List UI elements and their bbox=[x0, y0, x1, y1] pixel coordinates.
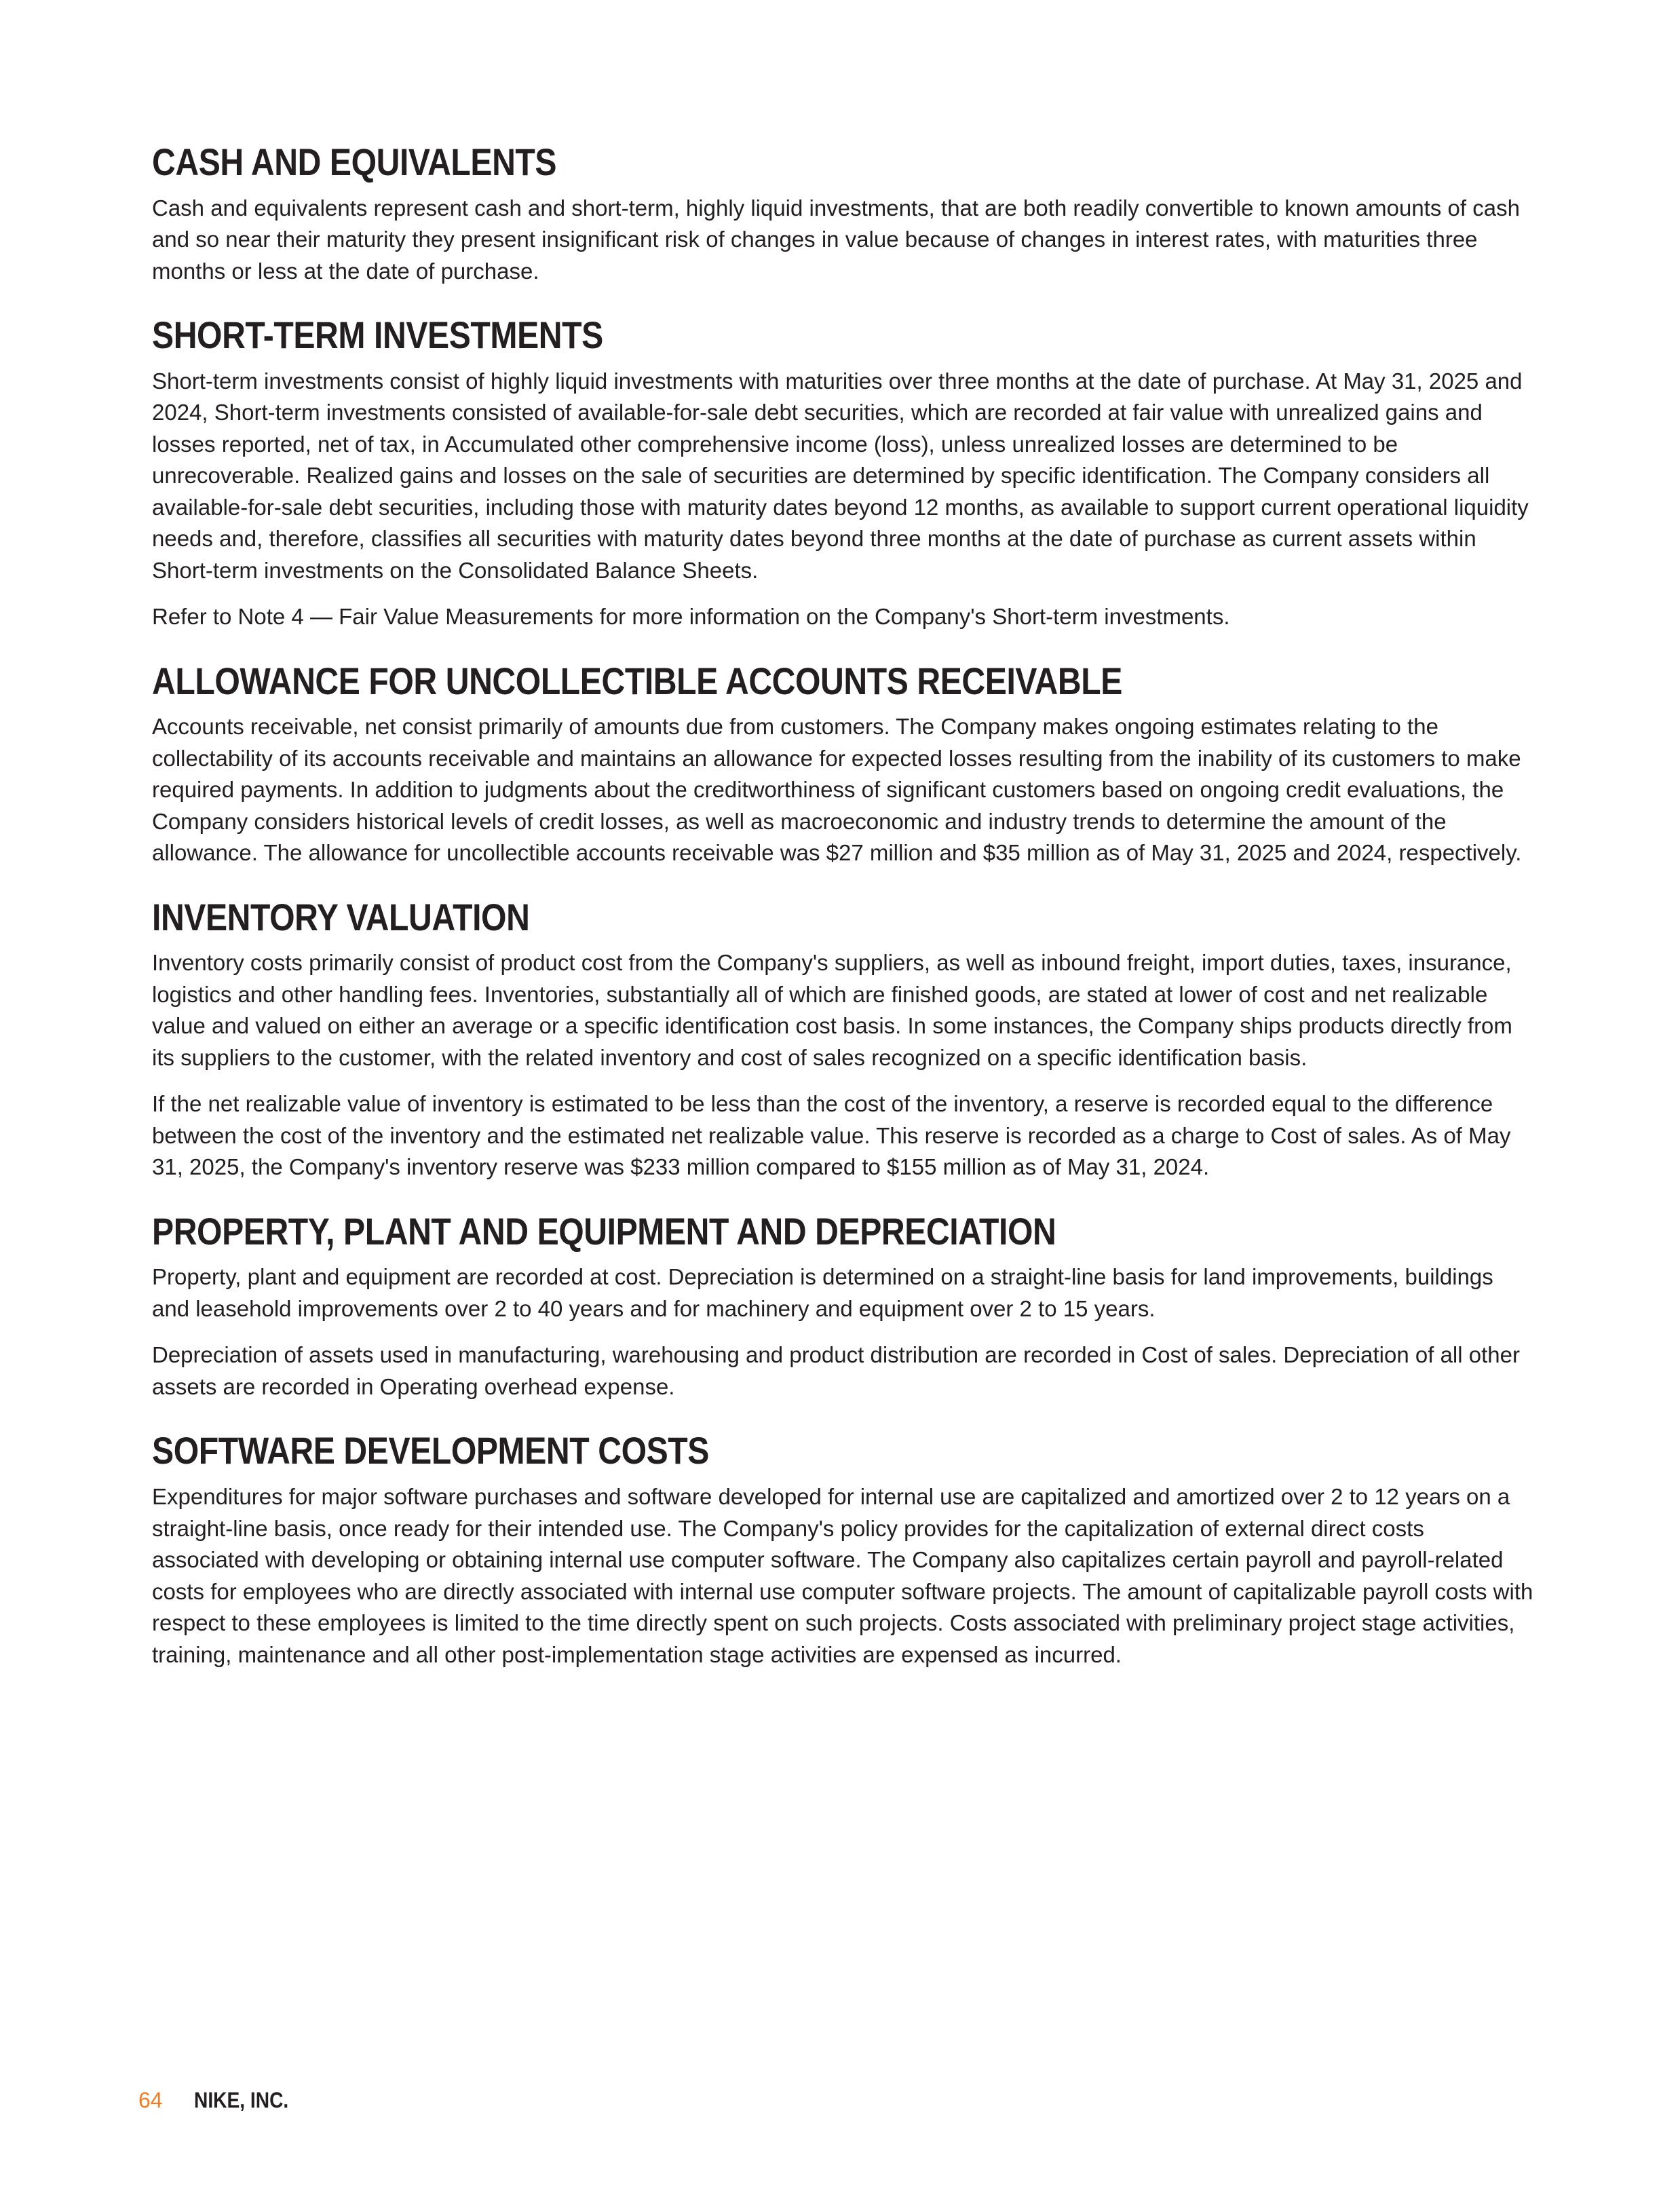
section-software-development-costs bbox=[152, 1430, 1536, 1671]
section-title: SHORT-TERM INVESTMENTS bbox=[152, 313, 603, 357]
document-body bbox=[152, 141, 1536, 1698]
section-title: INVENTORY VALUATION bbox=[152, 895, 530, 938]
section-short-term-investments bbox=[152, 314, 1536, 633]
paragraph: Expenditures for major software purchases and software developed for internal use are capitalized and amortized over 2 to 12 years on a straight-line basis, once ready for their intended use. The Company's policy provides for the capitalization of external direct costs associated with developing or obtaining internal use computer software. The Company also capitalizes certain payroll and payroll-related costs for employees who are directly associated with internal use computer software projects. The amount of capitalizable payroll costs with respect to these employees is limited to the time directly spent on such projects. Costs associated with preliminary project stage activities, training, maintenance and all other post-implementation stage activities are expensed as incurred. bbox=[152, 1484, 1533, 1667]
paragraph: Depreciation of assets used in manufacturing, warehousing and product distribution are recorded in Cost of sales. Depreciation of all other assets are recorded in Operating overhead expense. bbox=[152, 1342, 1520, 1399]
section-title: ALLOWANCE FOR UNCOLLECTIBLE ACCOUNTS RECEIVABLE bbox=[152, 659, 1122, 702]
paragraph: Short-term investments consist of highly liquid investments with maturities over three months at the date of purchase. At May 31, 2025 and 2024, Short-term investments consisted of available-for-sale debt securities, which are recorded at fair value with unrealized gains and losses reported, net of tax, in Accumulated other comprehensive income (loss), unless unrealized losses are determined to be unrecoverable. Realized gains and losses on the sale of securities are determined by specific identification. The Company considers all available-for-sale debt securities, including those with maturity dates beyond 12 months, as available to support current operational liquidity needs and, therefore, classifies all securities with maturity dates beyond three months at the date of purchase as current assets within Short-term investments on the Consolidated Balance Sheets. bbox=[152, 368, 1529, 583]
section-title: PROPERTY, PLANT AND EQUIPMENT AND DEPRECIATION bbox=[152, 1209, 1056, 1253]
paragraph: Cash and equivalents represent cash and short-term, highly liquid investments, that are both readily convertible to known amounts of cash and so near their maturity they present insignificant risk of changes in value because of changes in interest rates, with maturities three months or less at the date of purchase. bbox=[152, 195, 1520, 284]
section-property-plant-equipment bbox=[152, 1211, 1536, 1403]
page-footer bbox=[138, 2083, 301, 2117]
paragraph: Inventory costs primarily consist of product cost from the Company's suppliers, as well as inbound freight, import duties, taxes, insurance, logistics and other handling fees. Inventories, substantially all of which are finished goods, are stated at lower of cost and net realizable value and valued on either an average or a specific identification cost basis. In some instances, the Company ships products directly from its suppliers to the customer, with the related inventory and cost of sales recognized on a specific identification basis. bbox=[152, 950, 1512, 1070]
section-cash-and-equivalents bbox=[152, 141, 1536, 287]
page-number: 64 bbox=[138, 2087, 163, 2112]
paragraph: Refer to Note 4 — Fair Value Measurements for more information on the Company's Short-term investments. bbox=[152, 604, 1230, 630]
paragraph: If the net realizable value of inventory is estimated to be less than the cost of the inventory, a reserve is recorded equal to the difference between the cost of the inventory and the estimated net realizable value. This reserve is recorded as a charge to Cost of sales. As of May 31, 2025, the Company's inventory reserve was $233 million compared to $155 million as of May 31, 2024. bbox=[152, 1091, 1511, 1180]
section-allowance-uncollectible bbox=[152, 660, 1536, 869]
section-title: CASH AND EQUIVALENTS bbox=[152, 140, 557, 183]
company-name: NIKE, INC. bbox=[193, 2087, 288, 2112]
paragraph: Accounts receivable, net consist primarily of amounts due from customers. The Company makes ongoing estimates relating to the collectability of its accounts receivable and maintains an allowance for expected losses resulting from the inability of its customers to make required payments. In addition to judgments about the creditworthiness of significant customers based on ongoing credit evaluations, the Company considers historical levels of credit losses, as well as macroeconomic and industry trends to determine the amount of the allowance. The allowance for uncollectible accounts receivable was $27 million and $35 million as of May 31, 2025 and 2024, respectively. bbox=[152, 714, 1522, 866]
section-inventory-valuation bbox=[152, 896, 1536, 1183]
paragraph: Property, plant and equipment are recorded at cost. Depreciation is determined on a straight-line basis for land improvements, buildings and leasehold improvements over 2 to 40 years and for machinery and equipment over 2 to 15 years. bbox=[152, 1264, 1493, 1321]
section-title: SOFTWARE DEVELOPMENT COSTS bbox=[152, 1429, 709, 1472]
